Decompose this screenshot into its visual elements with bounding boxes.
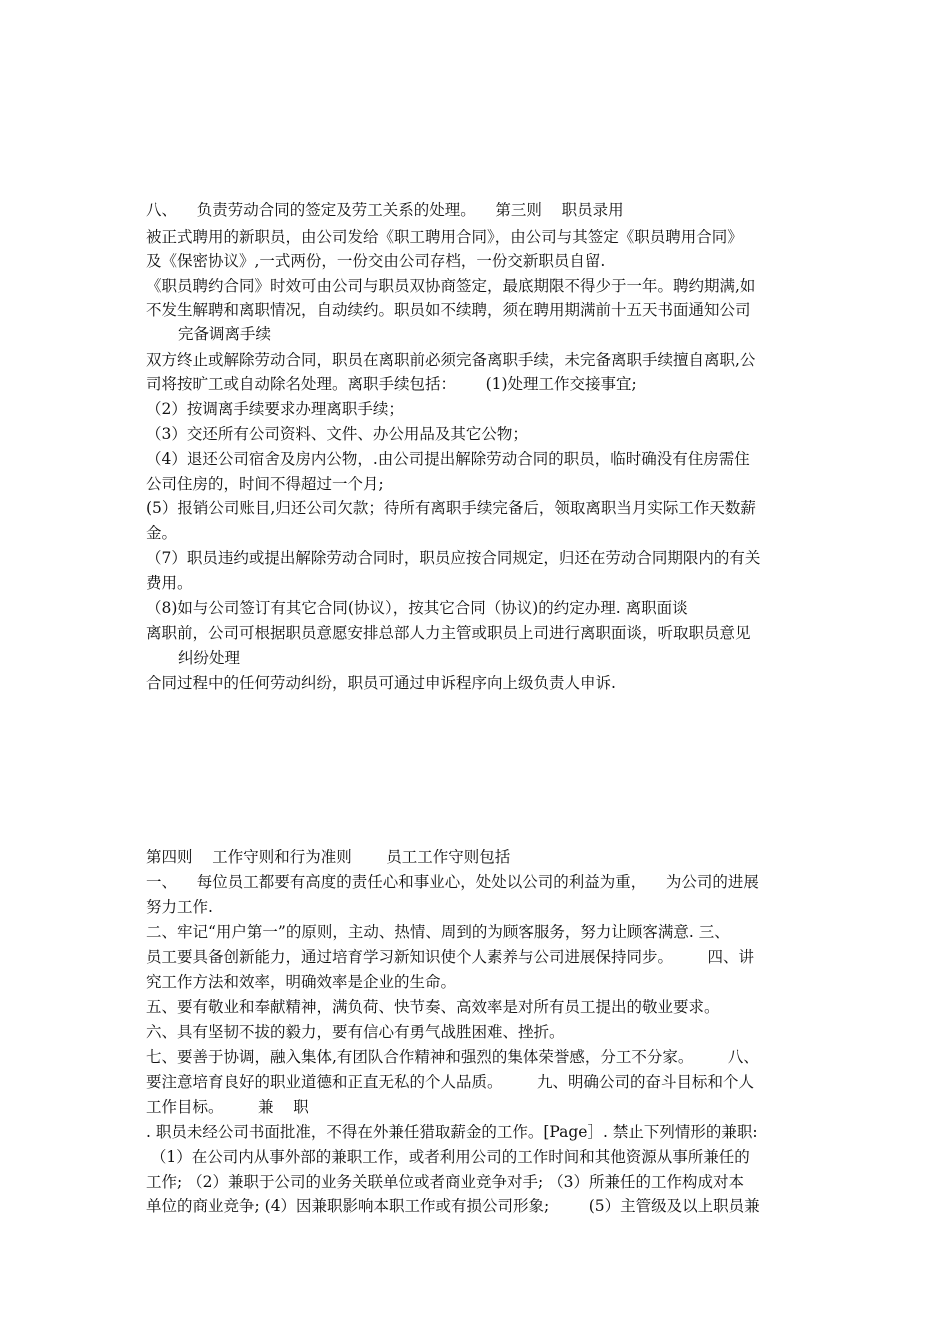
text-line: 工作目标。 兼 职 bbox=[146, 1098, 309, 1116]
text-line: 六、具有坚韧不拔的毅力，要有信心有勇气战胜困难、挫折。 bbox=[146, 1023, 565, 1041]
text-line: 五、要有敬业和奉献精神，满负荷、快节奏、高效率是对所有员工提出的敬业要求。 bbox=[146, 998, 720, 1016]
text-line: 及《保密协议》,一式两份，一份交由公司存档，一份交新职员自留. bbox=[146, 252, 606, 270]
text-line: 二、牢记“用户第一”的原则，主动、热情、周到的为顾客服务，努力让顾客满意. 三、 bbox=[146, 923, 730, 941]
text-line: 一、 每位员工都要有高度的责任心和事业心，处处以公司的利益为重， 为公司的进展 bbox=[146, 873, 759, 891]
text-line: 司将按旷工或自动除名处理。离职手续包括： (1)处理工作交接事宜; bbox=[146, 375, 637, 393]
section-heading: 第四则 工作守则和行为准则 员工工作守则包括 bbox=[146, 848, 511, 866]
text-line: 《职员聘约合同》时效可由公司与职员双协商签定，最底期限不得少于一年。聘约期满,如 bbox=[146, 277, 756, 295]
text-line: 单位的商业竞争; (4）因兼职影响本职工作或有损公司形象; (5）主管级及以上职员兼 bbox=[146, 1197, 760, 1215]
text-line: 费用。 bbox=[146, 574, 193, 592]
list-item: （3）交还所有公司资料、文件、办公用品及其它公物； bbox=[146, 425, 528, 443]
text-line: （1）在公司内从事外部的兼职工作，或者利用公司的工作时间和其他资源从事所兼任的 bbox=[146, 1148, 750, 1166]
text-line: 金。 bbox=[146, 524, 178, 542]
list-item: (5）报销公司账目,归还公司欠款；待所有离职手续完备后，领取离职当月实际工作天数薪 bbox=[146, 499, 756, 517]
text-line: 公司住房的，时间不得超过一个月; bbox=[146, 475, 384, 493]
text-line: 双方终止或解除劳动合同，职员在离职前必须完备离职手续，未完备离职手续擅自离职,公 bbox=[146, 351, 756, 369]
text-line: 努力工作. bbox=[146, 898, 213, 916]
section-heading: 完备调离手续 bbox=[178, 325, 272, 343]
text-line: 员工要具备创新能力，通过培育学习新知识使个人素养与公司进展保持同步。 四、讲 bbox=[146, 948, 754, 966]
text-line: 八、 负责劳动合同的签定及劳工关系的处理。 第三则 职员录用 bbox=[146, 201, 624, 219]
text-line: 要注意培育良好的职业道德和正直无私的个人品质。 九、明确公司的奋斗目标和个人 bbox=[146, 1073, 754, 1091]
list-item: （2）按调离手续要求办理离职手续； bbox=[146, 400, 404, 418]
list-item: （7）职员违约或提出解除劳动合同时，职员应按合同规定，归还在劳动合同期限内的有关 bbox=[146, 549, 761, 567]
text-line: . 职员未经公司书面批准，不得在外兼任猎取薪金的工作。[Page］. 禁止下列情形的兼职: bbox=[146, 1123, 758, 1141]
list-item: （4）退还公司宿舍及房内公物，.由公司提出解除劳动合同的职员，临时确没有住房需住 bbox=[146, 450, 750, 468]
text-line: 离职前，公司可根据职员意愿安排总部人力主管或职员上司进行离职面谈，听取职员意见 bbox=[146, 624, 751, 642]
text-line: 合同过程中的任何劳动纠纷，职员可通过申诉程序向上级负责人申诉. bbox=[146, 674, 616, 692]
text-line: 究工作方法和效率，明确效率是企业的生命。 bbox=[146, 973, 457, 991]
text-line: 不发生解聘和离职情况，自动续约。职员如不续聘，须在聘用期满前十五天书面通知公司 bbox=[146, 301, 751, 319]
text-line: 七、要善于协调，融入集体,有团队合作精神和强烈的集体荣誉感，分工不分家。 八、 bbox=[146, 1048, 759, 1066]
text-line: 工作; （2）兼职于公司的业务关联单位或者商业竞争对手; （3）所兼任的工作构成对本 bbox=[146, 1173, 745, 1191]
text-line: 被正式聘用的新职员，由公司发给《职工聘用合同》，由公司与其签定《职员聘用合同》 bbox=[146, 228, 743, 246]
list-item: （8)如与公司签订有其它合同(协议），按其它合同（协议)的约定办理. 离职面谈 bbox=[146, 599, 688, 617]
section-heading: 纠纷处理 bbox=[178, 649, 241, 667]
